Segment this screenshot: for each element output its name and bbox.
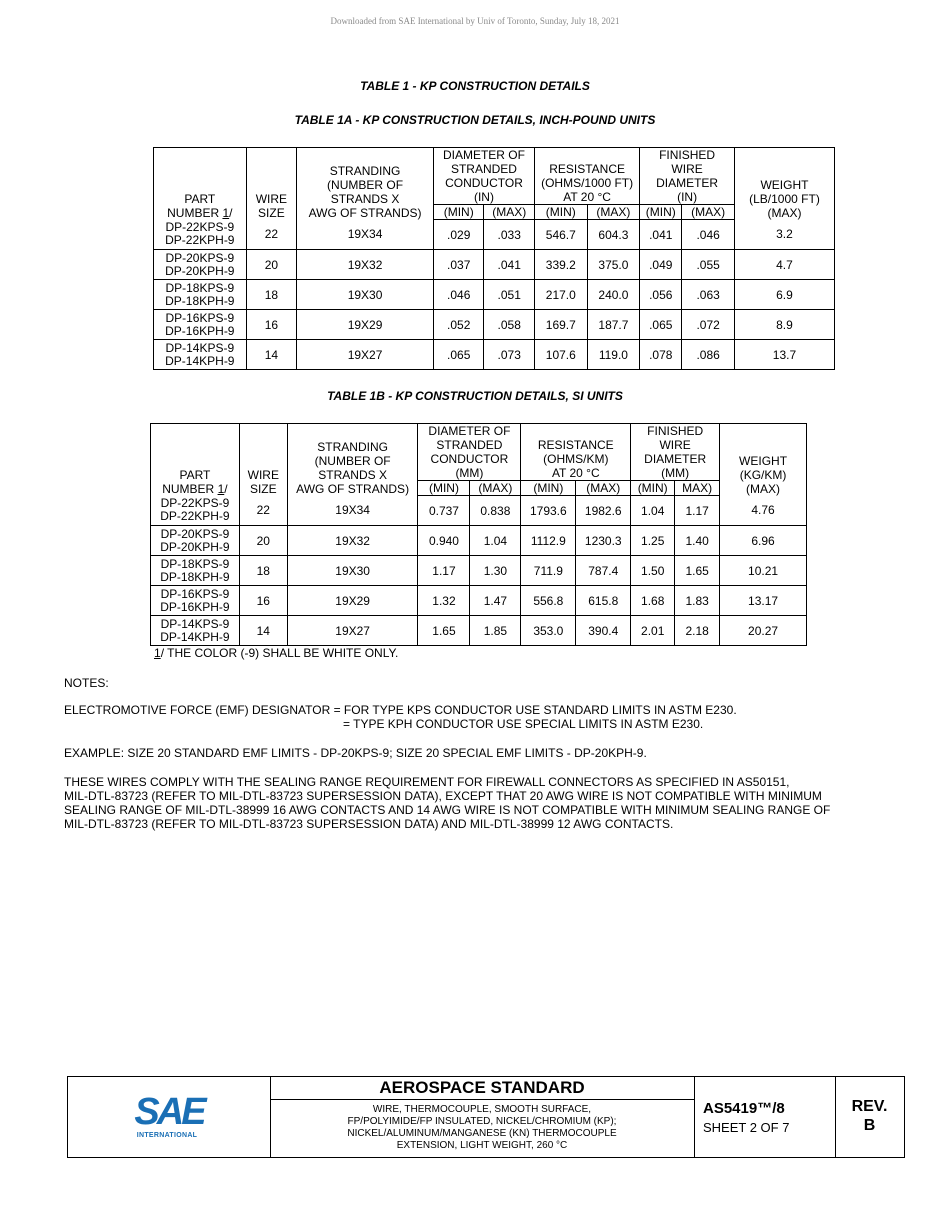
- part-number-cell: [151, 556, 240, 586]
- footnote-ref: 1: [217, 481, 225, 496]
- part-number-kph: DP-16KPH-9: [160, 599, 230, 614]
- cell-fmin: .078: [640, 340, 682, 370]
- cell-rmin: 353.0: [521, 616, 576, 646]
- description-line2: FP/POLYIMIDE/FP INSULATED, NICKEL/CHROMIUM (KP);: [347, 1116, 617, 1127]
- table-row: [151, 526, 807, 556]
- diam-header-3: CONDUCTOR: [445, 176, 523, 190]
- cell-rmin: 169.7: [534, 310, 587, 340]
- cell-size: 14: [239, 616, 287, 646]
- cell-weight: 10.21: [720, 556, 807, 586]
- part-number-kph: DP-14KPH-9: [165, 353, 235, 368]
- cell-fmax: 1.40: [675, 526, 720, 556]
- subheader-fin-max: MAX): [675, 481, 720, 496]
- cell-size: 18: [239, 556, 287, 586]
- sealing-note-line2: MIL-DTL-83723 (REFER TO MIL-DTL-83723 SUPERSESSION DATA), EXCEPT THAT 20 AWG WIRE IS NOT COMPATIBLE WITH MINIMUM: [64, 789, 822, 803]
- cell-size: 22: [239, 496, 287, 526]
- cell-fmin: .041: [640, 220, 682, 250]
- cell-weight: 4.7: [734, 250, 834, 280]
- cell-dmax: .033: [484, 220, 535, 250]
- cell-size: 18: [246, 280, 297, 310]
- part-number-kps: DP-20KPS-9: [165, 250, 235, 265]
- cell-size: 20: [239, 526, 287, 556]
- cell-fmin: 2.01: [631, 616, 675, 646]
- res-header-2: (OHMS/KM): [543, 452, 609, 466]
- cell-size: 22: [246, 220, 297, 250]
- footnote-slash: /: [224, 481, 228, 496]
- footnote-ref: 1: [222, 205, 230, 220]
- sealing-note-line1: THESE WIRES COMPLY WITH THE SEALING RANGE REQUIREMENT FOR FIREWALL CONNECTORS AS SPECIFIED IN AS50151,: [64, 775, 790, 789]
- cell-rmax: 615.8: [576, 586, 631, 616]
- cell-dmin: 0.940: [418, 526, 470, 556]
- cell-stranding: 19X34: [287, 496, 418, 526]
- weight-header-3: (MAX): [746, 481, 781, 496]
- subheader-res-min: (MIN): [521, 481, 576, 496]
- part-number-kps: DP-22KPS-9: [165, 220, 235, 235]
- cell-stranding: 19X30: [297, 280, 434, 310]
- fin-header-1: FINISHED: [647, 424, 704, 438]
- cell-dmin: 0.737: [418, 496, 470, 526]
- cell-dmax: 0.838: [470, 496, 521, 526]
- col-header-finished-diameter: [640, 148, 735, 205]
- cell-weight: 6.96: [720, 526, 807, 556]
- cell-weight: 20.27: [720, 616, 807, 646]
- table1b-title: TABLE 1B - KP CONSTRUCTION DETAILS, SI UNITS: [327, 389, 623, 403]
- part-number-kph: DP-22KPH-9: [160, 509, 230, 524]
- cell-rmax: 1230.3: [576, 526, 631, 556]
- stranding-header-1: STRANDING: [317, 439, 388, 454]
- cell-dmax: 1.47: [470, 586, 521, 616]
- subheader-diam-max: (MAX): [470, 481, 521, 496]
- cell-fmax: .046: [682, 220, 735, 250]
- cell-size: 16: [246, 310, 297, 340]
- col-header-resistance: [534, 148, 639, 205]
- table-row: [154, 340, 835, 370]
- cell-rmax: 240.0: [587, 280, 640, 310]
- color-footnote-ref: 1: [154, 646, 161, 660]
- notes-heading: NOTES:: [64, 676, 109, 690]
- description-line4: EXTENSION, LIGHT WEIGHT, 260 °C: [396, 1140, 568, 1151]
- weight-header-2: (LB/1000 FT): [749, 191, 820, 206]
- col-header-diameter: [433, 148, 534, 205]
- col-header-stranding: [287, 424, 418, 496]
- table-row: [151, 556, 807, 586]
- diam-header-3: CONDUCTOR: [430, 452, 509, 466]
- cell-dmin: .046: [433, 280, 484, 310]
- description-line1: WIRE, THERMOCOUPLE, SMOOTH SURFACE,: [372, 1104, 592, 1115]
- part-number-kph: DP-16KPH-9: [165, 323, 235, 338]
- cell-weight: 13.7: [734, 340, 834, 370]
- cell-dmax: .041: [484, 250, 535, 280]
- cell-rmax: 604.3: [587, 220, 640, 250]
- subheader-fin-max: (MAX): [682, 205, 735, 220]
- cell-fmax: .055: [682, 250, 735, 280]
- table1b-body: [151, 496, 807, 646]
- sae-logo: [68, 1077, 270, 1157]
- cell-dmin: .065: [433, 340, 484, 370]
- diam-header-2: STRANDED: [450, 162, 517, 176]
- color-footnote: [154, 646, 398, 660]
- cell-rmin: 546.7: [534, 220, 587, 250]
- table1-title: TABLE 1 - KP CONSTRUCTION DETAILS: [360, 79, 590, 93]
- cell-rmax: 119.0: [587, 340, 640, 370]
- part-number-kph: DP-14KPH-9: [160, 629, 230, 644]
- cell-stranding: 19X29: [297, 310, 434, 340]
- col-header-diameter: [418, 424, 521, 481]
- res-header-1: RESISTANCE: [537, 438, 614, 452]
- cell-stranding: 19X30: [287, 556, 418, 586]
- table-row: [151, 586, 807, 616]
- revision-value: B: [863, 1117, 876, 1134]
- subheader-res-max: (MAX): [576, 481, 631, 496]
- part-number-kps: DP-22KPS-9: [160, 496, 230, 511]
- cell-fmax: .086: [682, 340, 735, 370]
- diam-header-4: (MM): [455, 466, 484, 480]
- cell-rmin: 1112.9: [521, 526, 576, 556]
- cell-rmin: 711.9: [521, 556, 576, 586]
- stranding-header-3: STRANDS X: [318, 467, 387, 482]
- cell-fmax: .063: [682, 280, 735, 310]
- sealing-note-line4: MIL-DTL-83723 (REFER TO MIL-DTL-83723 SUPERSESSION DATA) AND MIL-DTL-38999 12 AWG CONTACTS.: [64, 817, 674, 831]
- table-row: [154, 280, 835, 310]
- cell-fmin: 1.25: [631, 526, 675, 556]
- cell-dmin: .029: [433, 220, 484, 250]
- table1a-body: [154, 220, 835, 370]
- wire-header-line1: WIRE: [247, 467, 279, 482]
- part-number-kps: DP-16KPS-9: [160, 586, 230, 601]
- subheader-res-max: (MAX): [587, 205, 640, 220]
- cell-weight: 13.17: [720, 586, 807, 616]
- revision-cell: [835, 1077, 904, 1157]
- diam-header-1: DIAMETER OF: [442, 148, 525, 162]
- stranding-header-4: AWG OF STRANDS): [308, 205, 422, 220]
- col-header-stranding: [297, 148, 434, 220]
- cell-size: 14: [246, 340, 297, 370]
- download-watermark: Downloaded from SAE International by Univ of Toronto, Sunday, July 18, 2021: [330, 16, 620, 26]
- diam-header-1: DIAMETER OF: [428, 424, 511, 438]
- color-footnote-text: / THE COLOR (-9) SHALL BE WHITE ONLY.: [160, 646, 399, 660]
- fin-header-1: FINISHED: [659, 148, 716, 162]
- fin-header-2: WIRE: [671, 162, 703, 176]
- subheader-diam-max: (MAX): [484, 205, 535, 220]
- stranding-header-1: STRANDING: [329, 163, 401, 178]
- part-number-kps: DP-18KPS-9: [165, 280, 235, 295]
- emf-designator-line2: = TYPE KPH CONDUCTOR USE SPECIAL LIMITS IN ASTM E230.: [343, 717, 704, 731]
- table-row: [154, 310, 835, 340]
- table-row: [154, 250, 835, 280]
- cell-size: 20: [246, 250, 297, 280]
- stranding-header-4: AWG OF STRANDS): [296, 481, 410, 496]
- res-header-2: (OHMS/1000 FT): [541, 176, 634, 190]
- cell-fmin: .056: [640, 280, 682, 310]
- fin-header-3: DIAMETER: [656, 176, 719, 190]
- part-header-line2: NUMBER: [167, 205, 223, 220]
- part-number-cell: [154, 340, 247, 370]
- weight-header-1: WEIGHT: [739, 453, 788, 468]
- sae-logo-subtext: INTERNATIONAL: [136, 1132, 198, 1139]
- document-number-cell: [694, 1077, 836, 1157]
- cell-rmin: 339.2: [534, 250, 587, 280]
- res-header-3: AT 20 °C: [563, 190, 611, 204]
- table-row: [151, 496, 807, 526]
- cell-rmax: 187.7: [587, 310, 640, 340]
- cell-fmax: 1.65: [675, 556, 720, 586]
- part-number-kph: DP-20KPH-9: [160, 539, 230, 554]
- cell-fmin: 1.04: [631, 496, 675, 526]
- col-header-wire-size: [239, 424, 287, 496]
- part-number-kph: DP-18KPH-9: [165, 293, 235, 308]
- part-number-cell: [151, 496, 240, 526]
- sheet-number: SHEET 2 OF 7: [703, 1120, 790, 1135]
- footnote-slash: /: [229, 205, 233, 220]
- part-number-kph: DP-22KPH-9: [165, 233, 235, 248]
- subheader-fin-min: (MIN): [640, 205, 682, 220]
- cell-rmax: 375.0: [587, 250, 640, 280]
- sae-logo-letters: SAE: [134, 1091, 204, 1133]
- cell-fmin: 1.68: [631, 586, 675, 616]
- part-number-kph: DP-18KPH-9: [160, 569, 230, 584]
- res-header-1: RESISTANCE: [549, 162, 625, 176]
- cell-weight: 6.9: [734, 280, 834, 310]
- cell-fmax: .072: [682, 310, 735, 340]
- cell-fmax: 1.83: [675, 586, 720, 616]
- cell-size: 16: [239, 586, 287, 616]
- cell-dmax: 1.85: [470, 616, 521, 646]
- part-number-kps: DP-16KPS-9: [165, 310, 235, 325]
- wire-header-line1: WIRE: [255, 191, 288, 206]
- col-header-resistance: [521, 424, 631, 481]
- cell-fmax: 2.18: [675, 616, 720, 646]
- title-block-description: [270, 1077, 695, 1157]
- cell-dmax: .073: [484, 340, 535, 370]
- cell-fmin: .049: [640, 250, 682, 280]
- table1a-header-row: [154, 148, 835, 205]
- cell-dmax: 1.30: [470, 556, 521, 586]
- part-number-kps: DP-14KPS-9: [165, 340, 235, 355]
- stranding-header-3: STRANDS X: [330, 191, 400, 206]
- part-number-cell: [154, 280, 247, 310]
- table1a-title: TABLE 1A - KP CONSTRUCTION DETAILS, INCH-POUND UNITS: [294, 113, 656, 127]
- part-number-kps: DP-20KPS-9: [160, 526, 230, 541]
- fin-header-3: DIAMETER: [644, 452, 707, 466]
- description-line3: NICKEL/ALUMINUM/MANGANESE (KN) THERMOCOUPLE: [347, 1128, 617, 1139]
- part-number-cell: [151, 586, 240, 616]
- cell-weight: 8.9: [734, 310, 834, 340]
- cell-dmin: 1.17: [418, 556, 470, 586]
- col-header-part-number: [154, 148, 247, 220]
- table1b: [150, 423, 807, 646]
- diam-header-2: STRANDED: [436, 438, 503, 452]
- weight-header-1: WEIGHT: [760, 177, 809, 192]
- cell-stranding: 19X27: [297, 340, 434, 370]
- part-number-kps: DP-14KPS-9: [160, 616, 230, 631]
- cell-dmin: 1.32: [418, 586, 470, 616]
- part-number-kph: DP-20KPH-9: [165, 263, 235, 278]
- sae-logo-mark: [134, 1091, 208, 1139]
- part-number-cell: [154, 220, 247, 250]
- cell-rmax: 1982.6: [576, 496, 631, 526]
- part-number-cell: [154, 310, 247, 340]
- part-number-cell: [151, 616, 240, 646]
- cell-rmin: 107.6: [534, 340, 587, 370]
- cell-rmin: 217.0: [534, 280, 587, 310]
- cell-stranding: 19X29: [287, 586, 418, 616]
- part-number-cell: [151, 526, 240, 556]
- part-header-line1: PART: [179, 467, 211, 482]
- col-header-weight: [734, 148, 834, 220]
- cell-stranding: 19X32: [287, 526, 418, 556]
- wire-header-line2: SIZE: [249, 481, 277, 496]
- col-header-finished-diameter: [631, 424, 720, 481]
- table-row: [151, 616, 807, 646]
- emf-example: EXAMPLE: SIZE 20 STANDARD EMF LIMITS - DP-20KPS-9; SIZE 20 SPECIAL EMF LIMITS - DP-20KPH-9.: [64, 746, 647, 760]
- cell-weight: 3.2: [734, 220, 834, 250]
- col-header-part-number: [151, 424, 240, 496]
- sae-logo-cell: [68, 1077, 271, 1157]
- wire-header-line2: SIZE: [258, 205, 285, 220]
- table1b-header-row: [151, 424, 807, 481]
- stranding-header-2: (NUMBER OF: [314, 453, 391, 468]
- weight-header-2: (KG/KM): [739, 467, 787, 482]
- weight-header-3: (MAX): [767, 205, 802, 220]
- subheader-diam-min: (MIN): [433, 205, 484, 220]
- col-header-wire-size: [246, 148, 297, 220]
- cell-dmin: .052: [433, 310, 484, 340]
- cell-dmin: .037: [433, 250, 484, 280]
- revision-label: REV.: [851, 1098, 888, 1115]
- cell-rmin: 1793.6: [521, 496, 576, 526]
- cell-fmin: 1.50: [631, 556, 675, 586]
- subheader-res-min: (MIN): [534, 205, 587, 220]
- part-header-line2: NUMBER: [162, 481, 218, 496]
- cell-dmax: .058: [484, 310, 535, 340]
- cell-dmax: .051: [484, 280, 535, 310]
- cell-stranding: 19X32: [297, 250, 434, 280]
- title-block: [67, 1076, 905, 1158]
- table-row: [154, 220, 835, 250]
- table1a: [153, 147, 835, 370]
- cell-dmin: 1.65: [418, 616, 470, 646]
- res-header-3: AT 20 °C: [551, 466, 600, 480]
- cell-stranding: 19X27: [287, 616, 418, 646]
- cell-weight: 4.76: [720, 496, 807, 526]
- emf-designator-line1: ELECTROMOTIVE FORCE (EMF) DESIGNATOR = FOR TYPE KPS CONDUCTOR USE STANDARD LIMITS IN ASTM E230.: [64, 703, 737, 717]
- col-header-weight: [720, 424, 807, 496]
- sealing-note-line3: SEALING RANGE OF MIL-DTL-38999 16 AWG CONTACTS AND 14 AWG WIRE IS NOT COMPATIBLE WITH MINIMUM SEALING RANGE OF: [64, 803, 831, 817]
- cell-fmin: .065: [640, 310, 682, 340]
- cell-rmin: 556.8: [521, 586, 576, 616]
- cell-dmax: 1.04: [470, 526, 521, 556]
- aerospace-standard-title: AEROSPACE STANDARD: [270, 1077, 694, 1100]
- fin-header-2: WIRE: [659, 438, 691, 452]
- subheader-diam-min: (MIN): [418, 481, 470, 496]
- diam-header-4: (IN): [473, 190, 494, 204]
- subheader-fin-min: (MIN): [631, 481, 675, 496]
- document-description: [270, 1100, 694, 1152]
- cell-rmax: 390.4: [576, 616, 631, 646]
- cell-fmax: 1.17: [675, 496, 720, 526]
- part-header-line1: PART: [184, 191, 216, 206]
- stranding-header-2: (NUMBER OF: [327, 177, 404, 192]
- part-number-kps: DP-18KPS-9: [160, 556, 230, 571]
- cell-stranding: 19X34: [297, 220, 434, 250]
- document-number: AS5419™/8: [703, 1100, 785, 1117]
- cell-rmax: 787.4: [576, 556, 631, 586]
- fin-header-4: (IN): [677, 190, 698, 204]
- fin-header-4: (MM): [661, 466, 690, 480]
- part-number-cell: [154, 250, 247, 280]
